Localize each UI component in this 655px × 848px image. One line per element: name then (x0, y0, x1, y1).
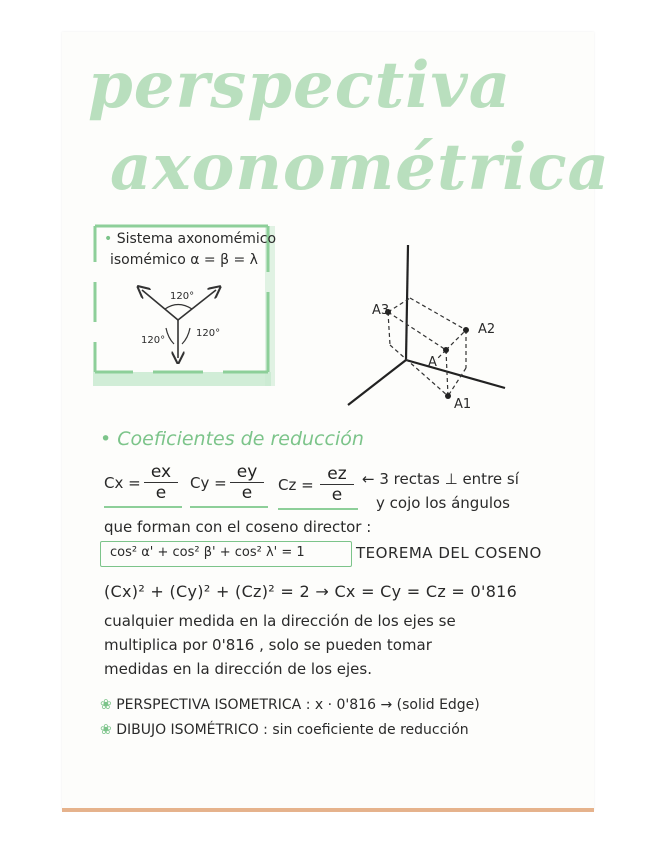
cy-label: Cy = (190, 474, 227, 492)
cy-denominator: e (241, 483, 253, 503)
cy-numerator: ey (230, 462, 264, 483)
title-line-2: axonométrica (110, 130, 610, 205)
cz-denominator: e (331, 485, 343, 505)
angle-label-top: 120° (170, 291, 195, 302)
cz-fraction (320, 464, 354, 505)
cx-underline (104, 506, 182, 508)
cx-fraction (144, 462, 178, 503)
cz-underline (278, 508, 358, 510)
label-a3: A3 (372, 303, 390, 318)
flower-icon: ❀ (100, 697, 112, 713)
result-paragraph-2: multiplica por 0'816 , solo se pueden tomar (104, 636, 432, 654)
cy-fraction (230, 462, 264, 503)
result-paragraph-3: medidas en la dirección de los ejes. (104, 660, 372, 678)
note-perpendicular: ← 3 rectas ⊥ entre sí (362, 470, 519, 488)
cz-numerator: ez (320, 464, 354, 485)
sum-equation: (Cx)² + (Cy)² + (Cz)² = 2 → Cx = Cy = Cz = 0'816 (104, 582, 518, 601)
cosine-director-line: que forman con el coseno director : (104, 518, 372, 536)
cz-label: Cz = (278, 476, 314, 494)
angle-label-left: 120° (141, 335, 166, 346)
cy-underline (190, 506, 268, 508)
paper-edge (62, 808, 594, 812)
result-paragraph-1: cualquier medida en la dirección de los ejes se (104, 612, 456, 630)
cx-numerator: ex (144, 462, 178, 483)
note-isometric-perspective: ❀ PERSPECTIVA ISOMETRICA : x · 0'816 → (solid Edge) (100, 697, 480, 713)
title-line-1: perspectiva (88, 48, 512, 123)
note-isometric-drawing: ❀ DIBUJO ISOMÉTRICO : sin coeficiente de reducción (100, 722, 469, 738)
cx-label: Cx = (104, 474, 141, 492)
box-line-2: isomémico α = β = λ (110, 252, 258, 268)
cosine-formula: cos² α' + cos² β' + cos² λ' = 1 (110, 545, 305, 560)
label-a: A (428, 355, 437, 370)
section-heading: • Coeficientes de reducción (100, 428, 364, 450)
flower-icon: ❀ (100, 722, 112, 738)
cx-denominator: e (155, 483, 167, 503)
note-angles: y cojo los ángulos (376, 494, 510, 512)
box-line-1: • Sistema axonomémico (104, 231, 277, 247)
cosine-theorem-label: TEOREMA DEL COSENO (356, 544, 542, 562)
label-a1: A1 (454, 397, 472, 412)
label-a2: A2 (478, 322, 496, 337)
angle-label-right: 120° (196, 328, 221, 339)
